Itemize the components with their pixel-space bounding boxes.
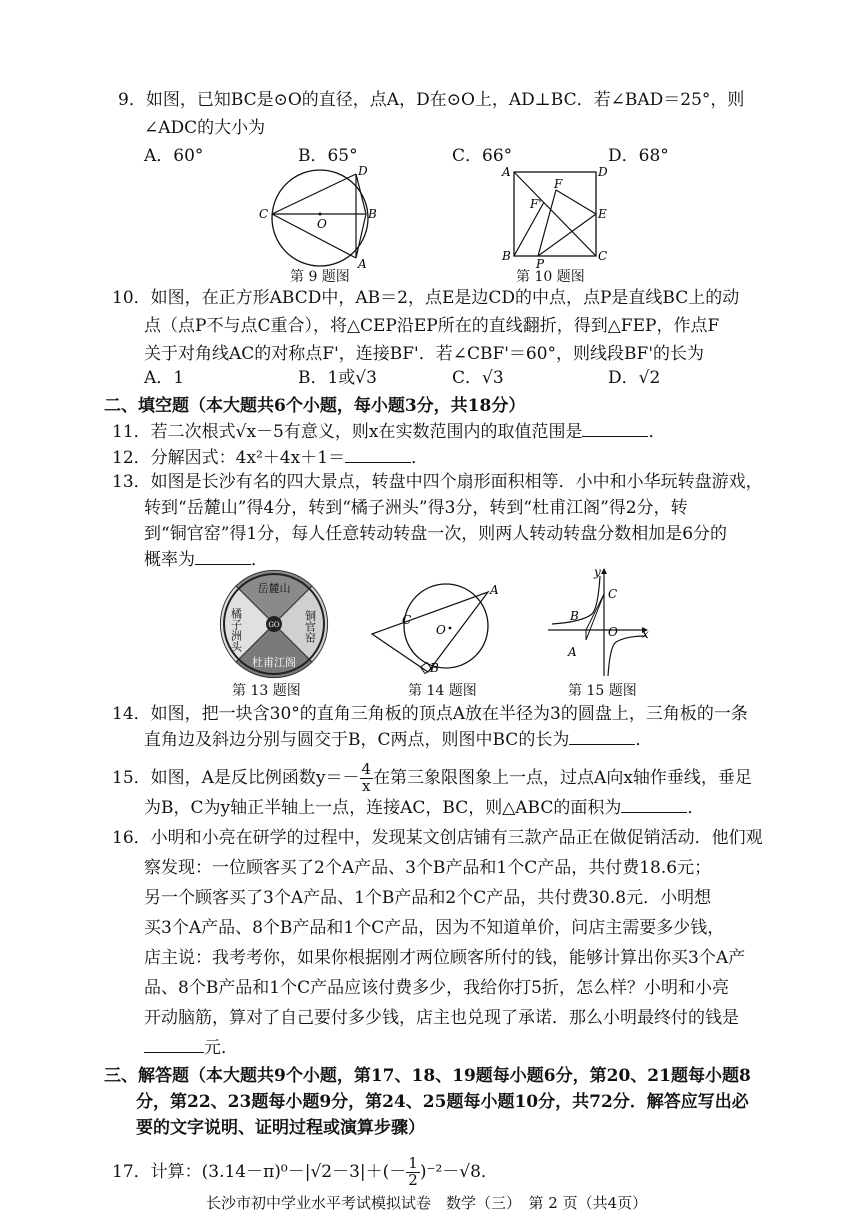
q17-frac-den: 2 [408,1170,418,1189]
q16-line8-end: 元． [204,1038,238,1058]
q10-option-c: C．√3 [452,368,504,388]
q12-line [112,450,428,467]
q12-blank [345,461,411,463]
q14-blank [569,743,635,745]
fig10-label-c: C [598,249,608,263]
q16-line2: 察发现：一位顾客买了2个A产品、3个B产品和1个C产品，共付费18.6元； [144,858,712,878]
q14-line2-end: ． [635,730,653,750]
q9-option-d: D．68° [608,146,669,166]
q17-line [112,1156,498,1189]
q15-line1-b: 在第三象限图象上一点，过点A向x轴作垂线，垂足 [373,767,752,788]
q16-line7: 开动脑筋，算对了自己要付多少钱，店主也兑现了承诺．那么小明最终付的钱是 [144,1008,739,1028]
fig10-label-f: F [554,177,563,191]
wheel-label-left: 橘子洲头 [229,608,243,652]
q17-frac-num: 1 [408,1154,418,1172]
fig14-caption: 第 14 题图 [408,683,477,699]
q16-line3: 另一个顾客买了3个A产品、1个B产品和2个C产品，共付费30.8元．小明想 [144,888,712,908]
fig9-label-b: B [368,207,377,221]
q10-line1: 10．如图，在正方形ABCD中，AB＝2，点E是边CD的中点，点P是直线BC上的动 [112,288,740,308]
q10-option-a: A．1 [144,368,185,388]
q12-text: 12．分解因式：4x²＋4x＋1＝ [112,448,346,468]
q14-line1: 14．如图，把一块含30°的直角三角板的顶点A放在半径为3的圆盘上，三角板的一条 [112,704,748,724]
q14-line2-text: 直角边及斜边分别与圆交于B，C两点，则图中BC的长为 [144,730,570,750]
fig10-caption: 第 10 题图 [516,269,585,285]
q15-line1 [112,762,752,795]
fig10-label-e: E [598,207,607,221]
figure-9 [255,162,385,272]
fig15-label-x: x [642,627,649,641]
q11-text: 11．若二次根式√x－5有意义，则x在实数范围内的取值范围是 [112,422,583,442]
figure-14 [368,580,504,680]
q17-prefix: 17．计算：(3.14－π)⁰－|√2－3|＋(－ [112,1161,407,1182]
q10-option-d: D．√2 [608,368,661,388]
q9-option-c: C．66° [452,146,513,166]
q16-line4: 买3个A产品、8个B产品和1个C产品，因为不知道单价，问店主需要多少钱， [144,918,725,938]
q15-line2 [144,800,704,817]
q10-line2: 点（点P不与点C重合），将△CEP沿EP所在的直线翻折，得到△FEP，作点F [144,316,720,336]
q11-line [112,424,665,441]
q15-line1-a: 15．如图，A是反比例函数y＝－ [112,767,360,788]
q11-blank [582,435,648,437]
figure-15 [546,566,656,678]
q15-frac-num: 4 [361,760,372,778]
q9-option-a: A．60° [144,146,204,166]
section3-line1: 三、解答题（本大题共9个小题，第17、18、19题每小题6分，第20、21题每小题8 [104,1066,751,1086]
section3-line2: 分，第22、23题每小题9分，第24、25题每小题10分，共72分．解答应写出必 [136,1092,749,1112]
fig13-caption: 第 13 题图 [232,683,301,699]
q11-end: ． [648,422,666,442]
q9-line2: ∠ADC的大小为 [144,118,266,138]
fig15-label-y: y [594,565,601,579]
fig10-label-p: P [536,257,545,271]
q13-line4-text: 概率为 [144,550,195,570]
q10-line3: 关于对角线AC的对称点F'，连接BF'．若∠CBF'＝60°，则线段BF'的长为 [144,344,705,364]
fig15-caption: 第 15 题图 [568,683,637,699]
page-footer: 长沙市初中学业水平考试模拟试卷 数学（三） 第 2 页（共4页） [206,1194,648,1212]
figure-10 [500,162,620,271]
wheel-label-top: 岳麓山 [257,582,291,595]
fig14-label-b: B [430,661,439,675]
q15-frac-den: x [362,776,371,795]
fig14-label-a: A [490,583,499,597]
q13-line2: 转到“岳麓山”得4分，转到“橘子洲头”得3分，转到“杜甫江阁”得2分，转 [144,498,688,518]
wheel-label-right: 铜官窑 [303,610,317,643]
wheel-label-bottom: 杜甫江阁 [252,656,296,669]
q15-blank [621,811,687,813]
fig14-label-c: C [402,613,412,627]
fig10-label-f-prime: F' [530,197,542,211]
wheel-center-go: GO [268,621,280,629]
q12-end: ． [411,448,429,468]
fig10-label-b: B [502,249,511,263]
fig9-label-c: C [259,207,269,221]
q9-line1: 9．如图，已知BC是⊙O的直径，点A，D在⊙O上，AD⊥BC．若∠BAD＝25°，则 [118,90,745,110]
q10-option-b: B．1或√3 [298,368,377,388]
q14-line2 [144,732,652,749]
q9-option-b: B．65° [298,146,358,166]
q15-line2-text: 为B，C为y轴正半轴上一点，连接AC，BC，则△ABC的面积为 [144,798,622,818]
q13-blank [195,563,251,565]
fig15-label-a: A [568,645,577,659]
q17-suffix: )⁻²－√8． [419,1161,498,1182]
q13-line3: 到“铜官窑”得1分，每人任意转动转盘一次，则两人转动转盘分数相加是6分的 [144,524,728,544]
figure-13-wheel [222,572,326,676]
fig9-label-a: A [358,257,367,271]
q15-fraction [360,762,374,795]
q13-line4-end: ． [251,550,268,570]
fig9-caption: 第 9 题图 [290,269,350,285]
q16-line8 [144,1040,238,1057]
q15-line2-end: ． [687,798,705,818]
q16-line5: 店主说：我考考你，如果你根据刚才两位顾客所付的钱，能够计算出你买3个A产 [144,948,746,968]
fig10-label-a: A [502,165,511,179]
fig15-label-b: B [570,609,579,623]
section3-line3: 要的文字说明、证明过程或演算步骤） [136,1118,425,1138]
q16-line1: 16．小明和小亮在研学的过程中，发现某文创店铺有三款产品正在做促销活动．他们观 [112,828,763,848]
q13-line1: 13．如图是长沙有名的四大景点，转盘中四个扇形面积相等．小中和小华玩转盘游戏， [112,472,763,492]
q17-fraction [406,1156,420,1189]
fig9-label-d: D [358,164,368,178]
q16-blank [144,1051,204,1053]
section2-heading: 二、填空题（本大题共6个小题，每小题3分，共18分） [104,396,526,416]
fig10-label-d: D [598,165,608,179]
fig14-label-o: O [436,623,446,637]
fig15-label-o: O [608,625,618,639]
fig15-label-c: C [608,587,618,601]
q16-line6: 品、8个B产品和1个C产品应该付费多少，我给你打5折，怎么样？小明和小亮 [144,978,729,998]
q13-line4 [144,552,268,569]
fig9-label-o: O [317,217,327,231]
